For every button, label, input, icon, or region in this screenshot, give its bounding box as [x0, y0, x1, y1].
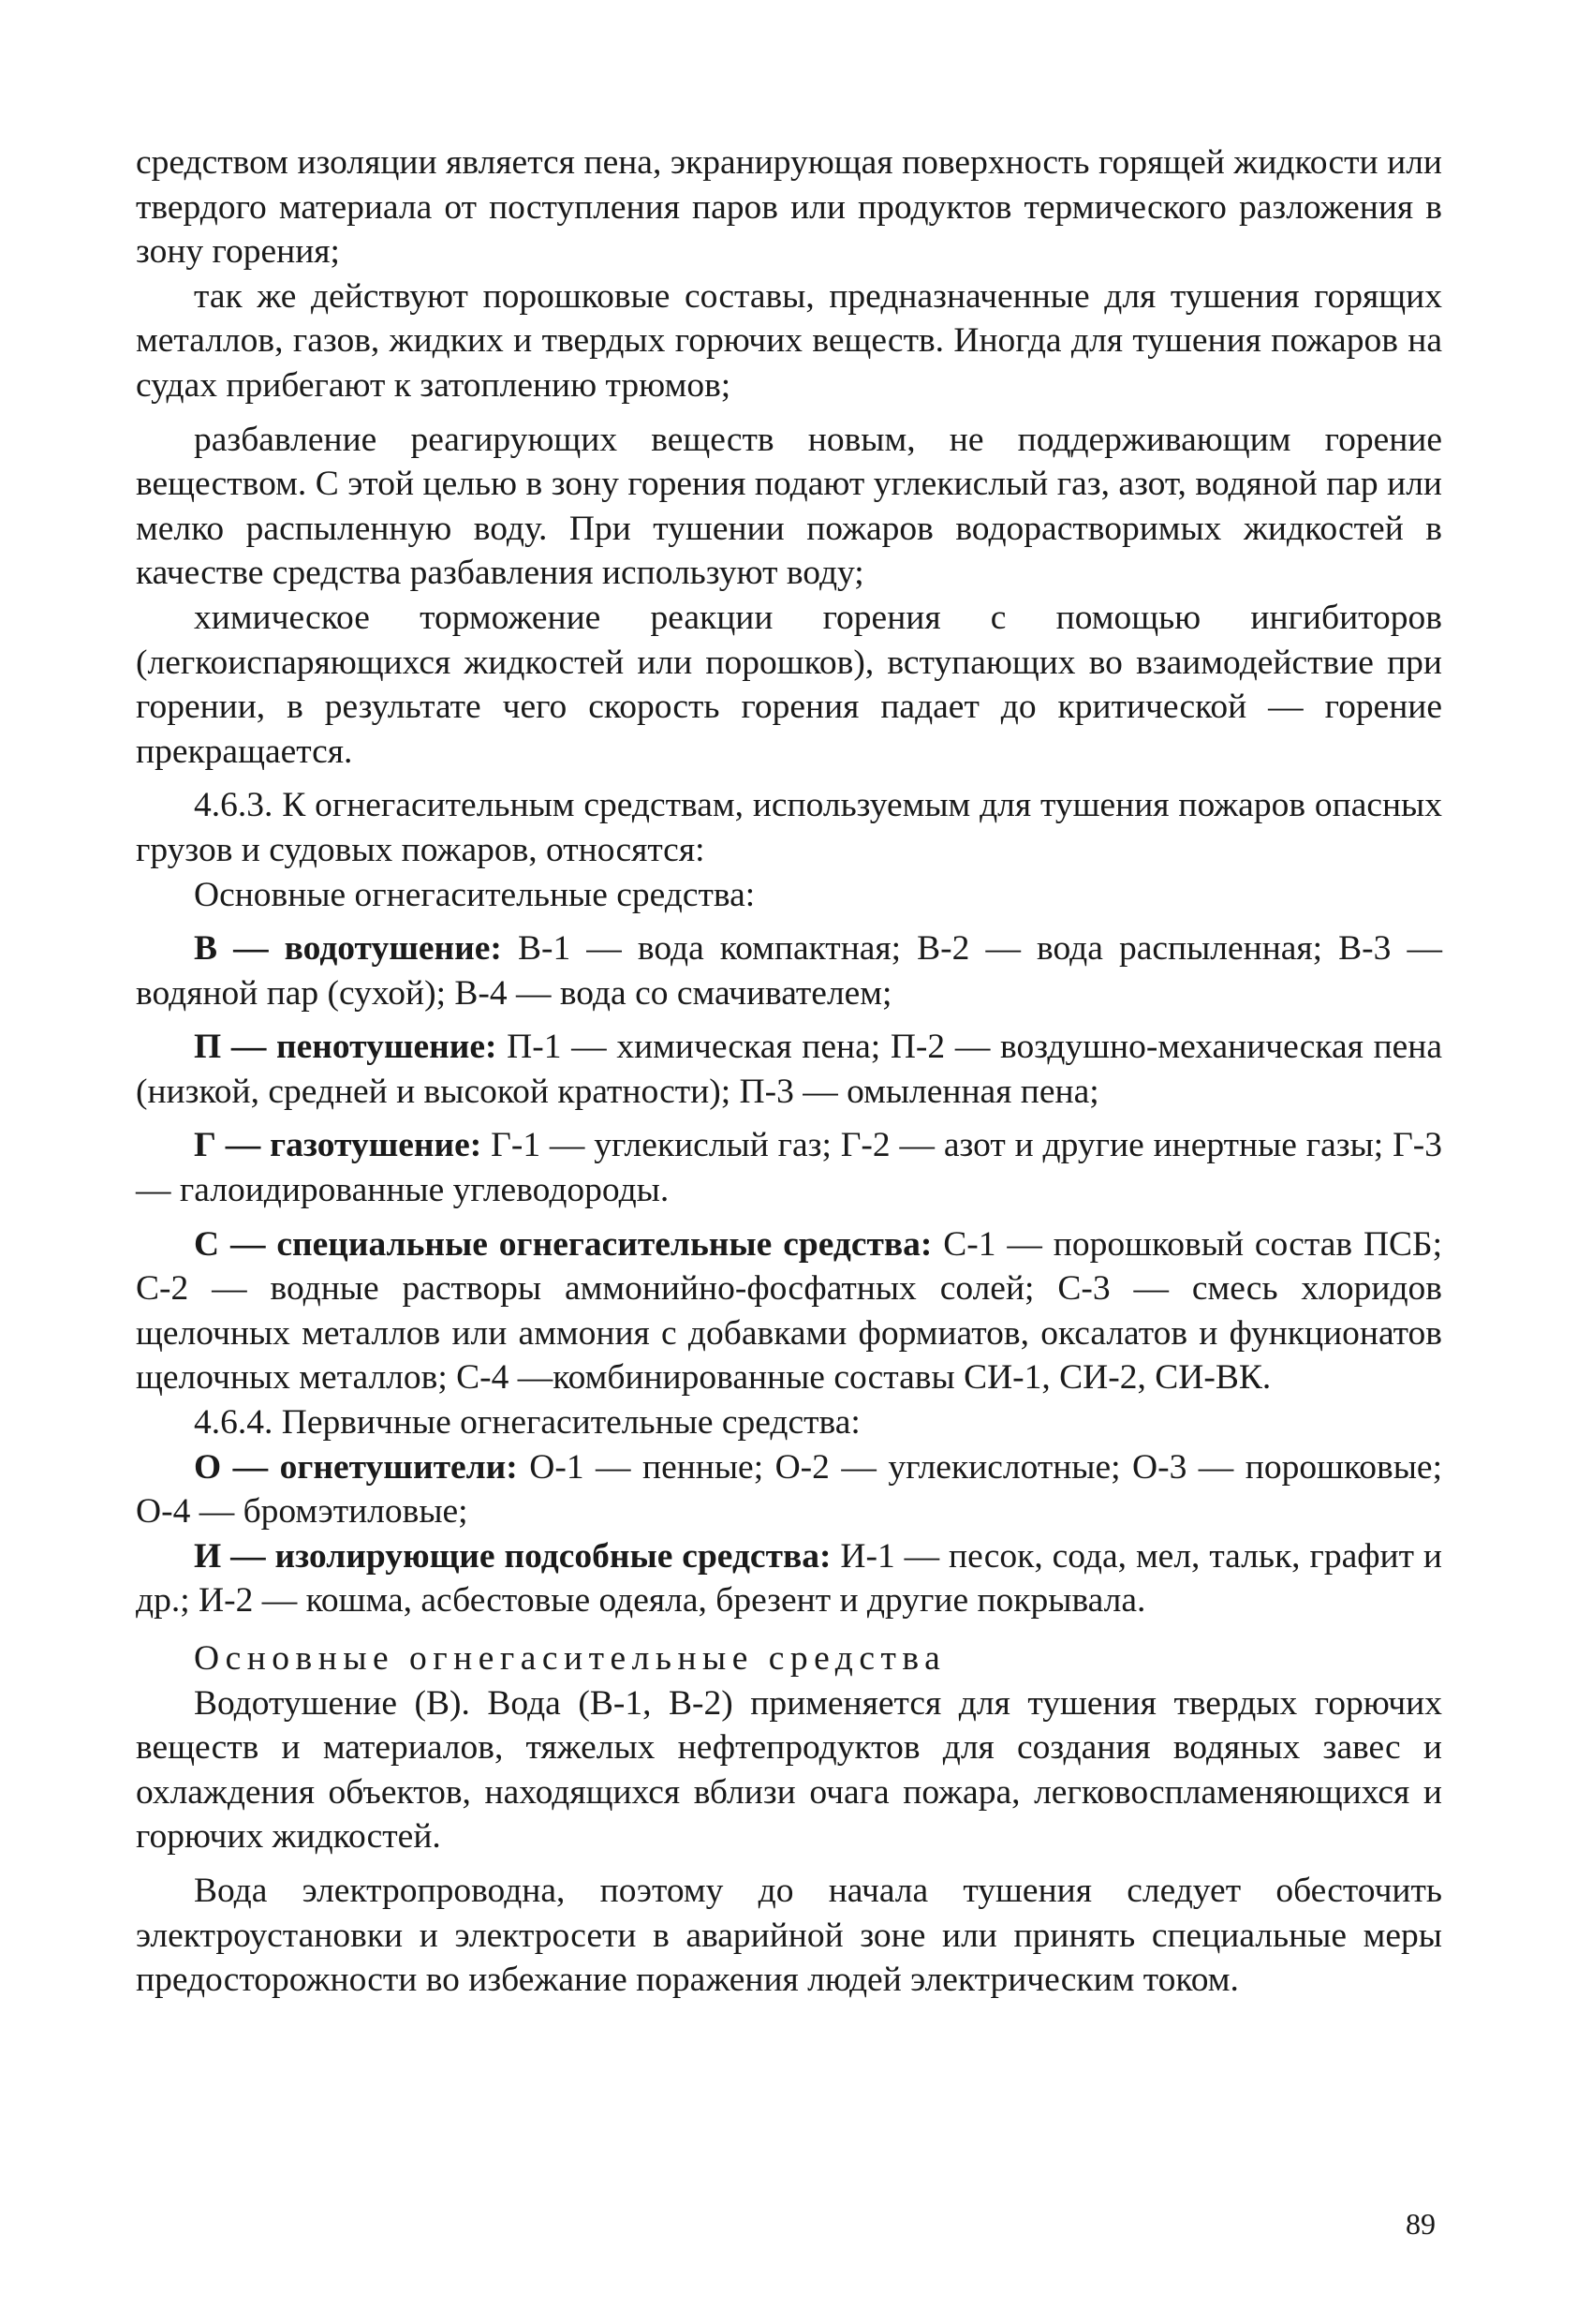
term-label: П — пенотушение:: [194, 1028, 497, 1067]
paragraph-text: Водотушение (В). Вода (В-1, В-2) применяется для тушения твердых горючих веществ и материалов, тяжелых нефтепродуктов для создания водяных завес и охлаждения объектов, находящихся вблизи очага пожара, легковоспламеняющихся и горючих жидкостей.: [136, 1683, 1442, 1857]
paragraph-foam-extinguishing: [136, 1025, 1442, 1114]
paragraph-water-extinguishing: [136, 926, 1442, 1015]
paragraph-text: И-1 — песок, сода, мел, тальк, графит и др.; И-2 — кошма, асбестовые одеяла, брезент и другие покрывала.: [136, 1536, 1442, 1621]
paragraph-text: химическое торможение реакции горения с помощью ингибиторов (легкоиспаряющихся жидкостей или порошков), вступающих во взаимодействие при горении, в результате чего скорость горения падает до критической — горение прекращается.: [136, 598, 1442, 771]
paragraph-insulating-aids: [136, 1534, 1442, 1623]
term-label: С — специальные огнегасительные средства:: [194, 1224, 933, 1264]
paragraph-section-4-6-3: [136, 783, 1442, 872]
term-label: И — изолирующие подсобные средства:: [194, 1536, 832, 1576]
paragraph-section-4-6-4: [136, 1400, 1442, 1445]
paragraph-text: 4.6.3. К огнегасительным средствам, используемым для тушения пожаров опасных грузов и судовых пожаров, относятся:: [136, 786, 1442, 869]
paragraph-text: так же действуют порошковые составы, предназначенные для тушения горящих металлов, газов, жидких и твердых горючих веществ. Иногда для тушения пожаров на судах прибегают к затоплению трюмов;: [136, 276, 1442, 405]
paragraph-main-agents-heading: [136, 873, 1442, 918]
paragraph-water-conductivity: [136, 1869, 1442, 2003]
paragraph-powder-compositions: [136, 274, 1442, 408]
paragraph-text: разбавление реагирующих веществ новым, не поддерживающим горение веществом. С этой целью в зону горения подают углекислый газ, азот, водяной пар или мелко распыленную воду. При тушении пожаров водорастворимых жидкостей в качестве средства разбавления используют воду;: [136, 420, 1442, 593]
section-heading-main-agents: [136, 1636, 1442, 1681]
paragraph-dilution: [136, 418, 1442, 596]
paragraph-chemical-inhibition: [136, 596, 1442, 774]
paragraph-special-agents: [136, 1222, 1442, 1400]
paragraph-text: С-1 — порошковый состав ПСБ; С-2 — водные растворы аммонийно-фосфатных солей; С-3 — смесь хлоридов щелочных металлов или аммония с добавками формиатов, оксалатов и функционатов щелочных металлов; С-4 —комбинированные составы СИ-1, СИ-2, СИ-ВК.: [136, 1224, 1442, 1398]
term-label: О — огнетушители:: [194, 1447, 518, 1487]
paragraph-text: В-1 — вода компактная; В-2 — вода распыленная; В-3 — водяной пар (сухой); В-4 — вода со смачивателем;: [136, 929, 1442, 1013]
heading-text: Основные огнегасительные средства: [194, 1639, 947, 1678]
paragraph-text: П-1 — химическая пена; П-2 — воздушно-механическая пена (низкой, средней и высокой кратности); П-3 — омыленная пена;: [136, 1028, 1443, 1111]
page-number: 89: [1406, 2207, 1436, 2241]
term-label: Г — газотушение:: [194, 1126, 482, 1165]
text-column: [136, 141, 1442, 2003]
paragraph-text: 4.6.4. Первичные огнегасительные средства:: [194, 1403, 861, 1443]
paragraph-gas-extinguishing: [136, 1123, 1442, 1212]
paragraph-text: Г-1 — углекислый газ; Г-2 — азот и другие инертные газы; Г-3 — галоидированные углеводороды.: [136, 1126, 1442, 1210]
paragraph-text: Основные огнегасительные средства:: [194, 875, 756, 914]
paragraph-text: Вода электропроводна, поэтому до начала тушения следует обесточить электроустановки и электросети в аварийной зоне или принять специальные меры предосторожности во избежание поражения людей электрическим током.: [136, 1871, 1442, 2000]
paragraph-isolation-foam: [136, 141, 1442, 274]
paragraph-text: О-1 — пенные; О-2 — углекислотные; О-3 — порошковые; О-4 — бромэтиловые;: [136, 1447, 1442, 1532]
paragraph-fire-extinguishers: [136, 1445, 1442, 1534]
paragraph-text: средством изоляции является пена, экранирующая поверхность горящей жидкости или твердого материала от поступления паров или продуктов термического разложения в зону горения;: [136, 143, 1442, 272]
term-label: В — водотушение:: [194, 929, 502, 969]
paragraph-water-usage: [136, 1681, 1442, 1859]
